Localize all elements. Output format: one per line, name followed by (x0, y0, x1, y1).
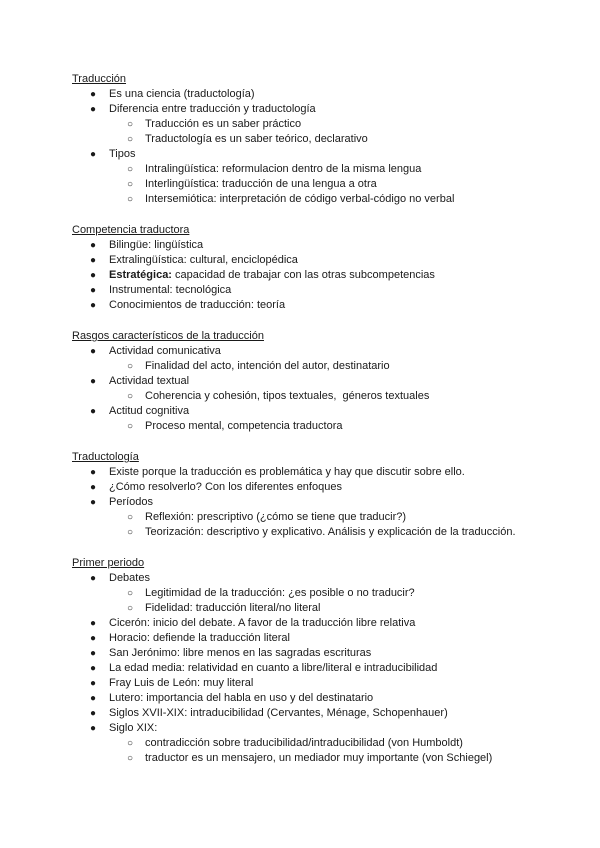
hollow-bullet-icon: ○ (126, 738, 134, 749)
item-text: Instrumental: tecnológica (109, 284, 232, 296)
item-text: capacidad de trabajar con las otras subcompetencias (171, 269, 435, 281)
item-text: Traducción es un saber práctico (145, 118, 302, 130)
item-text: Interlingüística: traducción de una lengua a otra (145, 178, 377, 190)
item-text: Reflexión: prescriptivo (¿cómo se tiene que traducir?) (145, 511, 407, 523)
item-text: Coherencia y cohesión, tipos textuales, géneros textuales (145, 390, 430, 402)
hollow-bullet-icon: ○ (126, 421, 134, 432)
sub-list-item (72, 359, 542, 374)
filled-bullet-icon: ● (89, 678, 97, 689)
item-text: Existe porque la traducción es problemática y hay que discutir sobre ello. (109, 466, 465, 478)
filled-bullet-icon: ● (89, 346, 97, 357)
item-bold-label: Estratégica: (109, 269, 172, 281)
section (72, 223, 542, 313)
list-item (72, 298, 542, 313)
filled-bullet-icon: ● (89, 406, 97, 417)
item-text: Finalidad del acto, intención del autor, destinatario (145, 360, 390, 372)
sub-list-item (72, 751, 542, 766)
item-text: San Jerónimo: libre menos en las sagradas escrituras (109, 647, 372, 659)
list-item (72, 238, 542, 253)
item-text: Actitud cognitiva (109, 405, 190, 417)
filled-bullet-icon: ● (89, 270, 97, 281)
item-text: Debates (109, 572, 150, 584)
item-text: Fidelidad: traducción literal/no literal (145, 602, 321, 614)
section-heading: Competencia traductora (72, 224, 190, 236)
item-text: Traductología es un saber teórico, declarativo (145, 133, 368, 145)
list-item (72, 631, 542, 646)
item-text: Períodos (109, 496, 154, 508)
list-item (72, 147, 542, 162)
sub-list-item (72, 525, 542, 540)
filled-bullet-icon: ● (89, 648, 97, 659)
list-item (72, 661, 542, 676)
section (72, 556, 542, 766)
section-heading: Rasgos característicos de la traducción (72, 330, 264, 342)
list-item (72, 495, 542, 510)
hollow-bullet-icon: ○ (126, 194, 134, 205)
filled-bullet-icon: ● (89, 376, 97, 387)
hollow-bullet-icon: ○ (126, 119, 134, 130)
item-text: Legitimidad de la traducción: ¿es posible o no traducir? (145, 587, 415, 599)
item-text: Siglo XIX: (109, 722, 158, 734)
sub-list-item (72, 586, 542, 601)
filled-bullet-icon: ● (89, 285, 97, 296)
sub-list-item (72, 510, 542, 525)
section (72, 450, 542, 540)
sub-list-item (72, 117, 542, 132)
hollow-bullet-icon: ○ (126, 603, 134, 614)
item-text: La edad media: relatividad en cuanto a libre/literal e intraducibilidad (109, 662, 438, 674)
item-text: Fray Luis de León: muy literal (109, 677, 254, 689)
filled-bullet-icon: ● (89, 240, 97, 251)
filled-bullet-icon: ● (89, 573, 97, 584)
hollow-bullet-icon: ○ (126, 164, 134, 175)
filled-bullet-icon: ● (89, 89, 97, 100)
item-text: Proceso mental, competencia traductora (145, 420, 343, 432)
item-text: Es una ciencia (traductología) (109, 88, 255, 100)
list-item (72, 374, 542, 389)
sub-list-item (72, 162, 542, 177)
filled-bullet-icon: ● (89, 467, 97, 478)
item-text: traductor es un mensajero, un mediador muy importante (von Schiegel) (145, 752, 493, 764)
list-item (72, 404, 542, 419)
sub-list-item (72, 419, 542, 434)
item-text: Bilingüe: lingüística (109, 239, 204, 251)
item-text: Siglos XVII-XIX: intraducibilidad (Cervantes, Ménage, Schopenhauer) (109, 707, 448, 719)
hollow-bullet-icon: ○ (126, 361, 134, 372)
sub-list-item (72, 389, 542, 404)
list-item (72, 87, 542, 102)
hollow-bullet-icon: ○ (126, 512, 134, 523)
document-page (72, 72, 542, 782)
item-text: ¿Cómo resolverlo? Con los diferentes enfoques (109, 481, 342, 493)
hollow-bullet-icon: ○ (126, 527, 134, 538)
filled-bullet-icon: ● (89, 255, 97, 266)
filled-bullet-icon: ● (89, 723, 97, 734)
hollow-bullet-icon: ○ (126, 588, 134, 599)
list-item (72, 253, 542, 268)
item-text: Conocimientos de traducción: teoría (109, 299, 286, 311)
filled-bullet-icon: ● (89, 300, 97, 311)
filled-bullet-icon: ● (89, 693, 97, 704)
list-item (72, 480, 542, 495)
item-text: Teorización: descriptivo y explicativo. Análisis y explicación de la traducción. (145, 526, 516, 538)
hollow-bullet-icon: ○ (126, 391, 134, 402)
list-item (72, 646, 542, 661)
item-text: Intersemiótica: interpretación de código verbal-código no verbal (145, 193, 455, 205)
section (72, 329, 542, 434)
item-text: Actividad comunicativa (109, 345, 221, 357)
section-heading: Traducción (72, 73, 127, 85)
item-text: contradicción sobre traducibilidad/intraducibilidad (von Humboldt) (145, 737, 463, 749)
filled-bullet-icon: ● (89, 482, 97, 493)
filled-bullet-icon: ● (89, 104, 97, 115)
sub-list-item (72, 192, 542, 207)
item-text: Lutero: importancia del habla en uso y del destinatario (109, 692, 374, 704)
sub-list-item (72, 132, 542, 147)
filled-bullet-icon: ● (89, 149, 97, 160)
sub-list-item (72, 736, 542, 751)
item-text: Diferencia entre traducción y traductología (109, 103, 316, 115)
section (72, 72, 542, 207)
list-item (72, 465, 542, 480)
item-text: Actividad textual (109, 375, 190, 387)
hollow-bullet-icon: ○ (126, 179, 134, 190)
filled-bullet-icon: ● (89, 708, 97, 719)
list-item (72, 616, 542, 631)
list-item (72, 283, 542, 298)
list-item (72, 571, 542, 586)
item-text: Tipos (109, 148, 136, 160)
list-item (72, 344, 542, 359)
list-item (72, 706, 542, 721)
section-heading: Primer periodo (72, 557, 145, 569)
list-item (72, 691, 542, 706)
item-text: Extralingüística: cultural, enciclopédica (109, 254, 298, 266)
hollow-bullet-icon: ○ (126, 753, 134, 764)
list-item (72, 721, 542, 736)
list-item (72, 268, 542, 283)
sub-list-item (72, 177, 542, 192)
item-text: Cicerón: inicio del debate. A favor de la traducción libre relativa (109, 617, 416, 629)
item-text: Intralingüística: reformulacion dentro de la misma lengua (145, 163, 422, 175)
filled-bullet-icon: ● (89, 618, 97, 629)
filled-bullet-icon: ● (89, 633, 97, 644)
section-heading: Traductología (72, 451, 139, 463)
filled-bullet-icon: ● (89, 663, 97, 674)
list-item (72, 102, 542, 117)
filled-bullet-icon: ● (89, 497, 97, 508)
sub-list-item (72, 601, 542, 616)
hollow-bullet-icon: ○ (126, 134, 134, 145)
list-item (72, 676, 542, 691)
item-text: Horacio: defiende la traducción literal (109, 632, 290, 644)
